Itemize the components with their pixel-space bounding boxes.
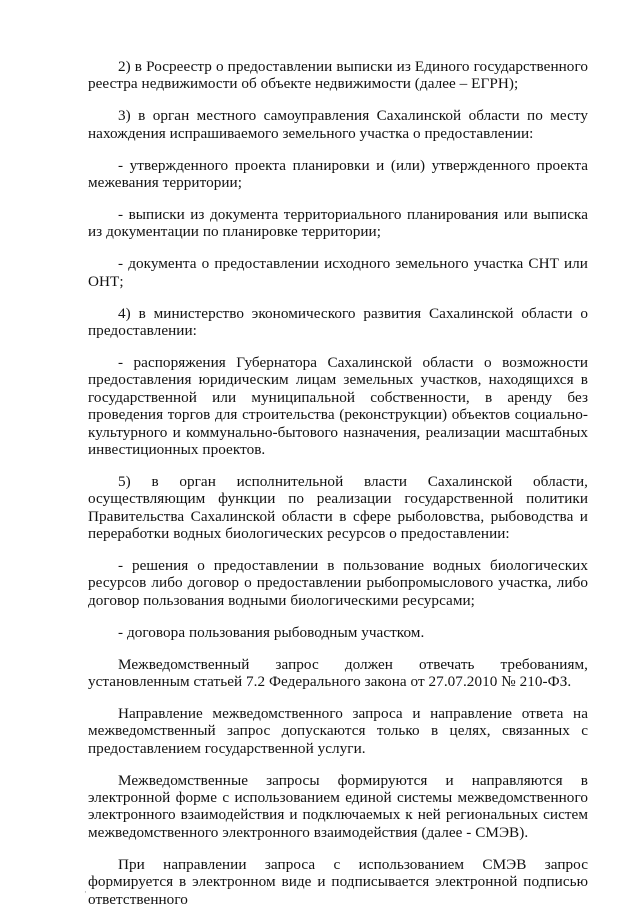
paragraph-territorial-planning: - выписки из документа территориального планирования или выписка из документации по планировке территории; bbox=[88, 205, 588, 241]
document-body bbox=[88, 58, 588, 922]
paragraph-bioresources-decision: - решения о предоставлении в пользование водных биологических ресурсов либо договор о предоставлении рыбопромыслового участка, либо договор пользования водными биологическими ресурсами; bbox=[88, 556, 588, 609]
scan-artifact-mark: · bbox=[84, 888, 87, 898]
paragraph-request-requirements: Межведомственный запрос должен отвечать требованиям, установленным статьей 7.2 Федерального закона от 27.07.2010 № 210-ФЗ. bbox=[88, 655, 588, 690]
paragraph-planning-project: - утвержденного проекта планировки и (или) утвержденного проекта межевания территории; bbox=[88, 156, 588, 192]
paragraph-local-government: 3) в орган местного самоуправления Сахалинской области по месту нахождения испрашиваемого земельного участка о предоставлении: bbox=[88, 107, 588, 142]
paragraph-governor-order: - распоряжения Губернатора Сахалинской области о возможности предоставления юридическим лицам земельных участков, находящихся в государственной или муниципальной собственности, в аренду без проведения торгов для строительства (реконструкции) объектов социально-культурного и коммунально-бытового назначения, реализации масштабных инвестиционных проектов. bbox=[88, 353, 588, 458]
paragraph-rosreestr: 2) в Росреестр о предоставлении выписки из Единого государственного реестра недвижимости об объекте недвижимости (далее – ЕГРН); bbox=[88, 58, 588, 93]
paragraph-fish-farming-contract: - договора пользования рыбоводным участком. bbox=[118, 623, 425, 641]
paragraph-executive-authority: 5) в орган исполнительной власти Сахалинской области, осуществляющим функции по реализации государственной политики Правительства Сахалинской области в сфере рыболовства, рыбоводства и переработки водных биологических ресурсов о предоставлении: bbox=[88, 472, 588, 543]
paragraph-smev-electronic-form: Межведомственные запросы формируются и направляются в электронной форме с использованием единой системы межведомственного электронного взаимодействия и подключаемых к ней региональных систем межведомственного электронного взаимодействия (далее - СМЭВ). bbox=[88, 771, 588, 841]
paragraph-request-purpose: Направление межведомственного запроса и направление ответа на межведомственный запрос допускаются только в целях, связанных с предоставлением государственной услуги. bbox=[88, 704, 588, 757]
paragraph-economic-ministry: 4) в министерство экономического развития Сахалинской области о предоставлении: bbox=[88, 304, 588, 339]
paragraph-smev-signature: При направлении запроса с использованием СМЭВ запрос формируется в электронном виде и подписывается электронной подписью ответственного bbox=[88, 855, 588, 908]
paragraph-original-land-plot: - документа о предоставлении исходного земельного участка СНТ или ОНТ; bbox=[88, 255, 588, 290]
